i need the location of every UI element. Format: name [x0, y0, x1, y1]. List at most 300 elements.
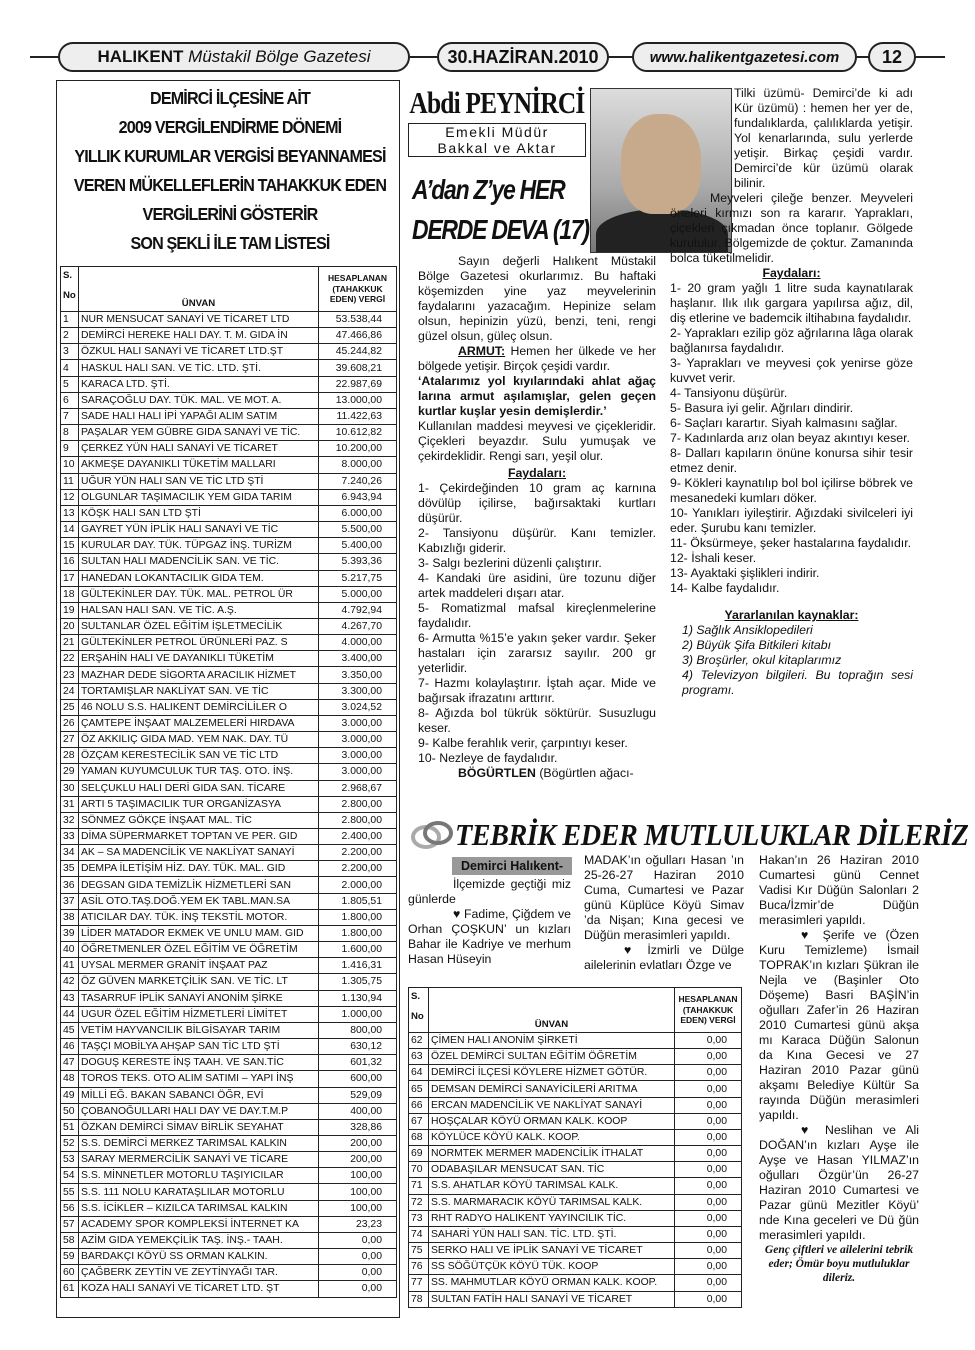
row-number: 3: [61, 344, 79, 360]
row-number: 58: [61, 1232, 79, 1248]
table-row: [61, 635, 397, 651]
article-right-column: [670, 86, 913, 698]
tax-amount: 3.000,00: [319, 748, 397, 764]
company-name: KURULAR DAY. TÜK. TÜPGAZ İNŞ. TURİZM: [79, 538, 319, 554]
tax-amount: 2.000,00: [319, 877, 397, 893]
congrats-col1: İlçemizde geçtiği miz günlerde ♥ Fadime, Çiğdem ve Orhan ÇOŞKUN’ un kızları Bahar ile Kadriye ve merhum Hasan Hüseyin: [408, 877, 571, 966]
header-name: ÜNVAN: [429, 988, 675, 1033]
sources-heading: Yararlanılan kaynaklar:: [724, 608, 859, 622]
row-number: 31: [61, 796, 79, 812]
table-row: [409, 1243, 742, 1259]
table-row: [61, 1232, 397, 1248]
table-row: [61, 1087, 397, 1103]
congrats-title: TEBRİK EDER MUTLULUKLAR DİLERİZ: [455, 817, 969, 852]
company-name: AK – SA MADENCİLİK VE NAKLİYAT SANAYİ: [79, 845, 319, 861]
tax-amount: 2.968,67: [319, 780, 397, 796]
table-row: [61, 732, 397, 748]
header-value: HESAPLANAN (TAHAKKUK EDEN) VERGİ: [675, 988, 742, 1033]
row-number: 70: [409, 1162, 429, 1178]
tax-amount: 0,00: [675, 1162, 742, 1178]
bogurtlen-benefits-list: [670, 281, 913, 596]
company-name: SADE HALI HALI İPİ YAPAĞI ALIM SATIM: [79, 408, 319, 424]
company-name: ARTI 5 TAŞIMACILIK TUR ORGANİZASYA: [79, 796, 319, 812]
armut-heading: ARMUT:: [458, 344, 506, 358]
company-name: AKMEŞE DAYANIKLI TÜKETİM MALLARI: [79, 457, 319, 473]
row-number: 39: [61, 925, 79, 941]
company-name: SÖNMEZ GÖKÇE İNŞAAT MAL. TİC: [79, 812, 319, 828]
tax-amount: 0,00: [675, 1194, 742, 1210]
row-number: 51: [61, 1119, 79, 1135]
list-item: 10- Yanıkları iyileştirir. Ağızdaki sivilceleri iyi eder. Şurubu kanı temizler.: [670, 506, 913, 535]
company-name: S.S. İCİKLER – KIZILCA TARIMSAL KALKIN: [79, 1200, 319, 1216]
company-name: DEMİRCİ HEREKE HALI DAY. T. M. GIDA İN: [79, 328, 319, 344]
header-no: S. No: [61, 267, 79, 312]
row-number: 26: [61, 715, 79, 731]
row-number: 2: [61, 328, 79, 344]
tax-table-right: [408, 987, 742, 1308]
bogurtlen-tail: (Bögürtlen ağacı-: [539, 766, 634, 780]
row-number: 77: [409, 1275, 429, 1291]
table-row: [61, 328, 397, 344]
heart-icon: ♥: [453, 907, 461, 921]
list-item: 14- Kalbe faydalıdır.: [670, 581, 780, 595]
row-number: 37: [61, 893, 79, 909]
title-line: DEMİRCİ İLÇESİNE AİT: [150, 88, 310, 108]
table-row: [61, 796, 397, 812]
tax-amount: 10.200,00: [319, 441, 397, 457]
page-number: 12: [881, 46, 903, 67]
table-row: [61, 1071, 397, 1087]
tax-amount: 100,00: [319, 1184, 397, 1200]
company-name: DEMSAN DEMİRCİ SANAYİCİLERİ ARITMA: [429, 1081, 675, 1097]
table-row: [61, 1184, 397, 1200]
table-row: [409, 1113, 742, 1129]
row-number: 56: [61, 1200, 79, 1216]
tax-amount: 0,00: [675, 1178, 742, 1194]
row-number: 29: [61, 764, 79, 780]
congrats-col2: MADAK’ın oğulları Hasan ’ın 25-26-27 Haziran 2010 Cuma, Cumartesi ve Pazar günü Küplüce Köyü Simav ’da Nişan; Kına gecesi ve Düğün merasimleri yapıldı. ♥ İzmirli ve Dülge ailelerinin evlatları Özge ve: [584, 853, 744, 972]
table-row: [61, 1119, 397, 1135]
company-name: KÖŞK HALI SAN LTD ŞTİ: [79, 505, 319, 521]
article-intro: Sayın değerli Halıkent Müstakil Bölge Gazetesi okurlarımız. Bu haftaki köşemizden yine yaz meyvelerinin faydalarını yazacağım. Hepinize selam olsun, hepinizin yüzü, benzi, teni, rengi güzel olsun, güleç olsun.: [418, 254, 656, 343]
header-no: S. No: [409, 988, 429, 1033]
table-row: [61, 845, 397, 861]
tax-amount: 630,12: [319, 1039, 397, 1055]
tax-list-title: [74, 84, 387, 258]
table-row: [61, 909, 397, 925]
tax-amount: 1.600,00: [319, 942, 397, 958]
row-number: 5: [61, 376, 79, 392]
table-row: [61, 408, 397, 424]
tax-amount: 3.000,00: [319, 764, 397, 780]
tax-amount: 0,00: [675, 1291, 742, 1307]
company-name: ASİL OTO.TAŞ.DOĞ.YEM EK TABL.MAN.SA: [79, 893, 319, 909]
row-number: 52: [61, 1135, 79, 1151]
table-row: [61, 780, 397, 796]
tax-amount: 200,00: [319, 1152, 397, 1168]
website-pill[interactable]: [632, 42, 857, 72]
table-row: [61, 392, 397, 408]
company-name: SULTANLAR ÖZEL EĞİTİM İŞLETMECİLİK: [79, 618, 319, 634]
list-item: 8- Ağızda bol tükrük söktürür. Susuzlugu keser.: [418, 706, 656, 735]
table-row: [409, 1033, 742, 1049]
list-item: 2- Tansiyonu düşürür. Kanı temizler. Kabızlığı giderir.: [418, 526, 656, 555]
row-number: 35: [61, 861, 79, 877]
table-row: [61, 602, 397, 618]
table-row: [61, 1006, 397, 1022]
row-number: 42: [61, 974, 79, 990]
tax-amount: 0,00: [319, 1265, 397, 1281]
tax-amount: 0,00: [319, 1232, 397, 1248]
row-number: 13: [61, 505, 79, 521]
tax-amount: 0,00: [675, 1275, 742, 1291]
company-name: SS. MAHMUTLAR KÖYÜ ORMAN KALK. KOOP.: [429, 1275, 675, 1291]
table-row: [409, 1210, 742, 1226]
row-number: 71: [409, 1178, 429, 1194]
row-number: 22: [61, 651, 79, 667]
table-row: [61, 312, 397, 328]
tax-amount: 2.200,00: [319, 845, 397, 861]
tax-amount: 5.393,36: [319, 554, 397, 570]
tax-amount: 11.422,63: [319, 408, 397, 424]
tax-amount: 0,00: [675, 1033, 742, 1049]
row-number: 11: [61, 473, 79, 489]
row-number: 28: [61, 748, 79, 764]
table-row: [61, 570, 397, 586]
table-row: [61, 1168, 397, 1184]
table-row: [61, 425, 397, 441]
table-row: [61, 1249, 397, 1265]
company-name: HASKUL HALI SAN. VE TİC. LTD. ŞTİ.: [79, 360, 319, 376]
list-item: 4- Kandaki üre asidini, üre tozunu diğer artek maddeleri dışarı atar.: [418, 571, 656, 600]
tax-amount: 600,00: [319, 1071, 397, 1087]
company-name: SELÇUKLU HALI DERİ GIDA SAN. TİCARE: [79, 780, 319, 796]
bogurtlen-intro: Tilki üzümü- Demirci’de ki adı Kür üzümü) : hemen her yer de, fundalıklarda, çalılıklarda yetişir. Yol kenarlarında, sulu yerlerde yetişir. Birkaç çeşidi vardır. Demirci’de kür üzümü olarak bilinir.: [734, 86, 913, 190]
row-number: 49: [61, 1087, 79, 1103]
tax-amount: 6.943,94: [319, 489, 397, 505]
date-pill: [437, 42, 609, 72]
bogurtlen-benefits-heading: Faydaları:: [762, 266, 821, 280]
row-number: 67: [409, 1113, 429, 1129]
list-item: 2) Büyük Şifa Bitkileri kitabı: [682, 638, 831, 652]
company-name: ATICILAR DAY. TÜK. İNŞ TEKSTİL MOTOR.: [79, 909, 319, 925]
tax-amount: 601,32: [319, 1055, 397, 1071]
row-number: 30: [61, 780, 79, 796]
table-row: [61, 748, 397, 764]
row-number: 12: [61, 489, 79, 505]
company-name: ODABAŞILAR MENSUCAT SAN. TİC: [429, 1162, 675, 1178]
heart-icon: ♥: [801, 1123, 815, 1137]
row-number: 7: [61, 408, 79, 424]
row-number: 64: [409, 1065, 429, 1081]
table-row: [409, 1178, 742, 1194]
armut-desc: Kullanılan maddesi meyvesi ve çiçekleridir. Çiçekleri beyazdır. Sulu yumuşak ve çekirdeklidir. Rengi sarı, yeşil olur.: [418, 419, 656, 463]
tax-amount: 1.130,94: [319, 990, 397, 1006]
company-name: ERCAN MADENCİLİK VE NAKLİYAT SANAYİ: [429, 1097, 675, 1113]
list-item: 10- Nezleye de faydalıdır.: [418, 751, 558, 765]
company-name: ÖZ GÜVEN MARKETÇİLİK SAN. VE TİC. LT: [79, 974, 319, 990]
company-name: GAYRET YÜN İPLİK HALI SANAYİ VE TİC: [79, 522, 319, 538]
company-name: UYSAL MERMER GRANİT İNŞAAT PAZ: [79, 958, 319, 974]
row-number: 10: [61, 457, 79, 473]
company-name: SULTAN FATİH HALI SANAYİ VE TİCARET: [429, 1291, 675, 1307]
company-name: 46 NOLU S.S. HALIKENT DEMİRCİLİLER O: [79, 699, 319, 715]
tax-amount: 3.300,00: [319, 683, 397, 699]
company-name: SERKO HALI VE İPLİK SANAYİ VE TİCARET: [429, 1243, 675, 1259]
tax-amount: 1.000,00: [319, 1006, 397, 1022]
table-row: [61, 651, 397, 667]
row-number: 34: [61, 845, 79, 861]
row-number: 45: [61, 1022, 79, 1038]
company-name: SARAY MERMERCİLİK SANAYİ VE TİCARE: [79, 1152, 319, 1168]
list-item: 1) Sağlık Ansiklopedileri: [682, 623, 813, 637]
table-row: [61, 1039, 397, 1055]
row-number: 14: [61, 522, 79, 538]
company-name: S.S. AHATLAR KÖYÜ TARIMSAL KALK.: [429, 1178, 675, 1194]
list-item: 2- Yaprakları ezilip göz ağrılarına lâga olarak bağlanırsa faydalıdır.: [670, 326, 913, 355]
page-number-pill: [868, 42, 916, 72]
issue-date: 30.HAZİRAN.2010: [447, 46, 599, 67]
row-number: 36: [61, 877, 79, 893]
author-name: Abdi PEYNİRCİ: [409, 85, 585, 120]
table-row: [61, 538, 397, 554]
tax-amount: 4.792,94: [319, 602, 397, 618]
tax-amount: 4.267,70: [319, 618, 397, 634]
company-name: TOROS TEKS. OTO ALIM SATIMI – YAPI İNŞ: [79, 1071, 319, 1087]
table-row: [61, 683, 397, 699]
company-name: KÖYLÜCE KÖYÜ KALK. KOOP.: [429, 1129, 675, 1145]
list-item: 8- Dalları kapıların önüne konursa sihir tesir etmez denir.: [670, 446, 913, 475]
list-item: 12- İshali keser.: [670, 551, 757, 565]
company-name: UĞUR YÜN HALI SAN VE TİC LTD ŞTİ: [79, 473, 319, 489]
company-name: ÖZKUL HALI SANAYİ VE TİCARET LTD.ŞT: [79, 344, 319, 360]
tax-table-left: [60, 266, 397, 1298]
row-number: 19: [61, 602, 79, 618]
company-name: SULTAN HALI MADENCİLİK SAN. VE TİC.: [79, 554, 319, 570]
paper-name: HALIKENT: [97, 47, 184, 66]
company-name: ÇİMEN HALI ANONİM ŞİRKETİ: [429, 1033, 675, 1049]
company-name: ÇAĞBERK ZEYTİN VE ZEYTİNYAĞI TAR.: [79, 1265, 319, 1281]
row-number: 38: [61, 909, 79, 925]
tax-amount: 47.466,86: [319, 328, 397, 344]
table-row: [61, 942, 397, 958]
company-name: TORTAMIŞLAR NAKLİYAT SAN. VE TİC: [79, 683, 319, 699]
tax-amount: 100,00: [319, 1168, 397, 1184]
table-row: [409, 1097, 742, 1113]
tax-amount: 3.024,52: [319, 699, 397, 715]
row-number: 18: [61, 586, 79, 602]
row-number: 1: [61, 312, 79, 328]
website-link[interactable]: www.halikentgazetesi.com: [649, 48, 840, 66]
tax-amount: 0,00: [675, 1129, 742, 1145]
tax-amount: 0,00: [675, 1259, 742, 1275]
table-row: [61, 489, 397, 505]
company-name: ÖĞRETMENLER ÖZEL EĞİTİM VE ÖĞRETİM: [79, 942, 319, 958]
company-name: NUR MENSUCAT SANAYİ VE TİCARET LTD: [79, 312, 319, 328]
table-row: [61, 861, 397, 877]
row-number: 16: [61, 554, 79, 570]
company-name: ERŞAHİN HALI VE DAYANIKLI TÜKETİM: [79, 651, 319, 667]
row-number: 78: [409, 1291, 429, 1307]
company-name: SS SÖĞÜTÇÜK KÖYÜ TÜK. KOOP: [429, 1259, 675, 1275]
row-number: 63: [409, 1049, 429, 1065]
row-number: 74: [409, 1226, 429, 1242]
company-name: ÖZ AKKILIÇ GIDA MAD. YEM NAK. DAY. TÜ: [79, 732, 319, 748]
row-number: 6: [61, 392, 79, 408]
author-roles: Emekli Müdür Bakkal ve Aktar: [408, 123, 586, 157]
tax-amount: 22.987,69: [319, 376, 397, 392]
table-row: [61, 764, 397, 780]
tax-amount: 0,00: [675, 1243, 742, 1259]
tax-amount: 6.000,00: [319, 505, 397, 521]
row-number: 48: [61, 1071, 79, 1087]
row-number: 55: [61, 1184, 79, 1200]
list-item: 6- Saçları karartır. Siyah kalmasını sağlar.: [670, 416, 898, 430]
row-number: 20: [61, 618, 79, 634]
company-name: OLGUNLAR TAŞIMACILIK YEM GIDA TARIM: [79, 489, 319, 505]
armut-text: Hemen her ülkede ve her bölgede yetişir. Birçok çeşidi vardır.: [418, 344, 657, 373]
company-name: ACADEMY SPOR KOMPLEKSİ İNTERNET KA: [79, 1216, 319, 1232]
bogurtlen-desc: Meyveleri çileğe benzer. Meyveleri öneleri kırmızı son ra kararır. Yaprakları, çiçekleri çıkmadan önce toplanır. Gölgede kurutulur. Bölgemizde de çoktur. Zamanında bolca tüketilmelidir.: [670, 191, 913, 265]
table-row: [61, 618, 397, 634]
row-number: 61: [61, 1281, 79, 1297]
tax-amount: 1.805,51: [319, 893, 397, 909]
table-row: [61, 554, 397, 570]
tax-amount: 0,00: [675, 1210, 742, 1226]
table-row: [409, 1146, 742, 1162]
company-name: ÖZEL DEMİRCİ SULTAN EĞİTİM ÖĞRETİM: [429, 1049, 675, 1065]
tax-amount: 45.244,82: [319, 344, 397, 360]
heart-icon: ♥: [801, 928, 814, 942]
tax-amount: 2.800,00: [319, 796, 397, 812]
title-line: YILLIK KURUMLAR VERGİSİ BEYANNAMESİ: [74, 146, 386, 166]
table-row: [61, 522, 397, 538]
table-row: [61, 1103, 397, 1119]
row-number: 59: [61, 1249, 79, 1265]
company-name: S.S. MARMARACIK KÖYÜ TARIMSAL KALK.: [429, 1194, 675, 1210]
row-number: 68: [409, 1129, 429, 1145]
row-number: 43: [61, 990, 79, 1006]
row-number: 40: [61, 942, 79, 958]
tax-amount: 5.000,00: [319, 586, 397, 602]
list-item: 4- Tansiyonu düşürür.: [670, 386, 788, 400]
row-number: 60: [61, 1265, 79, 1281]
row-number: 21: [61, 635, 79, 651]
table-row: [409, 1162, 742, 1178]
company-name: HANEDAN LOKANTACILIK GIDA TEM.: [79, 570, 319, 586]
tax-amount: 328,86: [319, 1119, 397, 1135]
tax-amount: 23,23: [319, 1216, 397, 1232]
table-row: [61, 1055, 397, 1071]
table-row: [61, 958, 397, 974]
company-name: RHT RADYO HALIKENT YAYINCILIK TİC.: [429, 1210, 675, 1226]
table-row: [61, 699, 397, 715]
company-name: ÖZÇAM KERESTECİLİK SAN VE TİC LTD: [79, 748, 319, 764]
table-row: [409, 1275, 742, 1291]
table-row: [61, 893, 397, 909]
table-row: [61, 667, 397, 683]
paper-subtitle: Müstakil Bölge Gazetesi: [188, 47, 371, 66]
company-name: ÇERKEZ YÜN HALI SANAYİ VE TİCARET: [79, 441, 319, 457]
company-name: PAŞALAR YEM GÜBRE GIDA SANAYİ VE TİC.: [79, 425, 319, 441]
row-number: 69: [409, 1146, 429, 1162]
company-name: MAZHAR DEDE SİGORTA ARACILIK HİZMET: [79, 667, 319, 683]
row-number: 72: [409, 1194, 429, 1210]
armut-benefits-heading: Faydaları:: [507, 466, 567, 480]
tax-amount: 0,00: [675, 1065, 742, 1081]
row-number: 24: [61, 683, 79, 699]
table-row: [61, 473, 397, 489]
table-row: [61, 505, 397, 521]
table-row: [409, 1081, 742, 1097]
company-name: UGUR ÖZEL EĞİTİM HİZMETLERİ LİMİTET: [79, 1006, 319, 1022]
tax-amount: 0,00: [319, 1249, 397, 1265]
table-row: [61, 974, 397, 990]
tax-amount: 1.305,75: [319, 974, 397, 990]
tax-amount: 200,00: [319, 1135, 397, 1151]
list-item: 5- Romatizmal mafsal kireçlenmelerine faydalıdır.: [418, 601, 656, 630]
table-row: [409, 1259, 742, 1275]
title-line: VEREN MÜKELLEFLERİN TAHAKKUK EDEN: [73, 175, 387, 195]
tax-amount: 400,00: [319, 1103, 397, 1119]
company-name: HOŞÇALAR KÖYÜ ORMAN KALK. KOOP: [429, 1113, 675, 1129]
list-item: 9- Kökleri kaynatılıp bol bol içilirse böbrek ve mesanedeki kumları döker.: [670, 476, 913, 505]
table-row: [61, 1152, 397, 1168]
table-row: [61, 812, 397, 828]
company-name: KOZA HALI SANAYİ VE TİCARET LTD. ŞT: [79, 1281, 319, 1297]
row-number: 23: [61, 667, 79, 683]
tax-amount: 0,00: [675, 1113, 742, 1129]
tax-amount: 0,00: [675, 1081, 742, 1097]
row-number: 57: [61, 1216, 79, 1232]
table-row: [409, 1194, 742, 1210]
tax-amount: 0,00: [675, 1097, 742, 1113]
company-name: NORMTEK MERMER MADENCİLİK İTHALAT: [429, 1146, 675, 1162]
table-row: [409, 1049, 742, 1065]
tax-amount: 1.800,00: [319, 909, 397, 925]
table-row: [61, 1135, 397, 1151]
tax-amount: 8.000,00: [319, 457, 397, 473]
company-name: SAHARİ YÜN HALI SAN. TİC. LTD. ŞTİ.: [429, 1226, 675, 1242]
list-item: 3) Broşürler, okul kitaplarımız: [682, 653, 842, 667]
list-item: 5- Basura iyi gelir. Ağrıları dindirir.: [670, 401, 854, 415]
table-row: [61, 344, 397, 360]
row-number: 4: [61, 360, 79, 376]
list-item: 1- Çekirdeğinden 10 gram aç karnına dövülüp içilirse, bağırsaktaki kurtları düşürür.: [418, 481, 656, 525]
armut-quote: ‘Atalarımız yol kıyılarındaki ahlat ağaç larına armut aşılamışlar, gelen geçen kurtlar kuşlar yesin demişlerdir.’: [418, 374, 656, 418]
heart-icon: ♥: [624, 943, 638, 957]
tax-amount: 0,00: [319, 1281, 397, 1297]
table-row: [61, 715, 397, 731]
table-row: [61, 441, 397, 457]
tax-amount: 0,00: [675, 1049, 742, 1065]
table-row: [61, 990, 397, 1006]
table-row: [61, 376, 397, 392]
company-name: S.S. 111 NOLU KARATAŞLILAR MOTORLU: [79, 1184, 319, 1200]
row-number: 17: [61, 570, 79, 586]
tax-amount: 5.500,00: [319, 522, 397, 538]
tax-amount: 529,09: [319, 1087, 397, 1103]
row-number: 8: [61, 425, 79, 441]
list-item: 7- Hazmı kolaylaştırır. İştah açar. Mide ve bağırsak ifrazatını arttırır.: [418, 676, 656, 705]
tax-amount: 10.612,82: [319, 425, 397, 441]
table-row: [409, 1226, 742, 1242]
congrats-col3: Hakan’ın 26 Haziran 2010 Cumartesi günü Cennet Vadisi Kır Düğün Salonları 2 Buca/İzmir’de Düğün merasimleri yapıldı. ♥ Şerife ve (Özen Kuru Temizleme) İsmail TOPRAK’ın kızları Şükran ile Nejla ve (Başinler Oto Döşeme) Basri BAŞİN’in oğulları Zafer’in 26 Haziran 2010 Cumartesi günü akşa mı Karaca Düğün Salonun da Kına Gecesi ve 27 Haziran 2010 Pazar günü akşamı Belediye Kültür Sa rayında Düğün merasimleri yapıldı. ♥ Neslihan ve Ali DOĞAN’ın kızları Ayşe ile Ayşe ve Hasan YILMAZ’ın oğulları Özgür’ün 26-27 Haziran 2010 Cumartesi ve Pazar günü Mezitler Köyü’ nde Kına geceleri ve Dü ğün merasimleri yapıldı. Genç çiftleri ve ailelerini tebrik eder; Ömür boyu mutluluklar dileriz.: [759, 853, 919, 1284]
tax-amount: 3.000,00: [319, 732, 397, 748]
tax-amount: 2.400,00: [319, 829, 397, 845]
table-row: [61, 457, 397, 473]
table-row: [61, 925, 397, 941]
